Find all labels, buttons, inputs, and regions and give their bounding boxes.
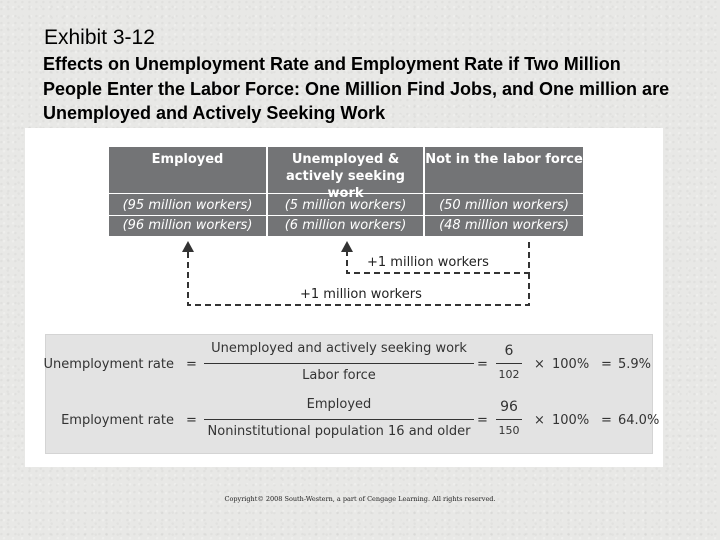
formula-label: Unemployment rate (43, 357, 174, 372)
after-value: (96 million workers) (109, 215, 266, 235)
before-value: (95 million workers) (122, 198, 253, 213)
formula-denominator: Labor force (302, 368, 376, 383)
value-numerator: 6 (504, 343, 514, 359)
column-header: Employed (151, 152, 224, 167)
equals-sign: = (186, 357, 197, 372)
formula-denominator: Noninstitutional population 16 and older (207, 424, 471, 439)
equals-sign: = (477, 357, 488, 372)
value-numerator: 96 (500, 399, 518, 415)
exhibit-subtitle: Effects on Unemployment Rate and Employment Rate if Two Million People Enter the Labor Force: One Million Find Jobs, and One million are Unemployed and Actively Seeking Work (43, 54, 670, 123)
formula-numerator: Unemployed and actively seeking work (211, 341, 467, 356)
after-value: (48 million workers) (425, 215, 583, 235)
multiplier: 100% (552, 357, 590, 372)
employment-rate-formula (46, 397, 660, 447)
exhibit-figure (25, 128, 663, 467)
exhibit-title: Exhibit 3-12 (44, 26, 155, 49)
arrow-label-unemployed: +1 million workers (367, 255, 489, 270)
column-header: Not in the labor force (425, 152, 583, 167)
before-value: (50 million workers) (439, 198, 569, 213)
arrowhead-unemployed-icon (341, 241, 353, 252)
unemployment-rate-formula (43, 341, 652, 391)
equals-sign: = (186, 413, 197, 428)
copyright-notice: Copyright© 2008 South-Western, a part of Cengage Learning. All rights reserved. (224, 495, 496, 503)
formula-label: Employment rate (61, 413, 174, 428)
formula-result: 64.0% (618, 413, 660, 428)
equals-sign: = (601, 357, 612, 372)
formula-numerator: Employed (306, 397, 372, 412)
equals-sign: = (601, 413, 612, 428)
after-value: (6 million workers) (268, 215, 423, 235)
rate-formulas (43, 334, 660, 454)
arrowhead-employed-icon (182, 241, 194, 252)
times-sign: × (534, 413, 545, 428)
flow-arrows (25, 128, 663, 338)
value-denominator: 150 (498, 424, 520, 437)
times-sign: × (534, 357, 545, 372)
formula-result: 5.9% (618, 357, 652, 372)
multiplier: 100% (552, 413, 590, 428)
value-denominator: 102 (498, 368, 520, 381)
arrow-label-employed: +1 million workers (300, 287, 422, 302)
equals-sign: = (477, 413, 488, 428)
before-value: (5 million workers) (284, 198, 407, 213)
column-header: Unemployed & actively seeking work (286, 152, 405, 201)
